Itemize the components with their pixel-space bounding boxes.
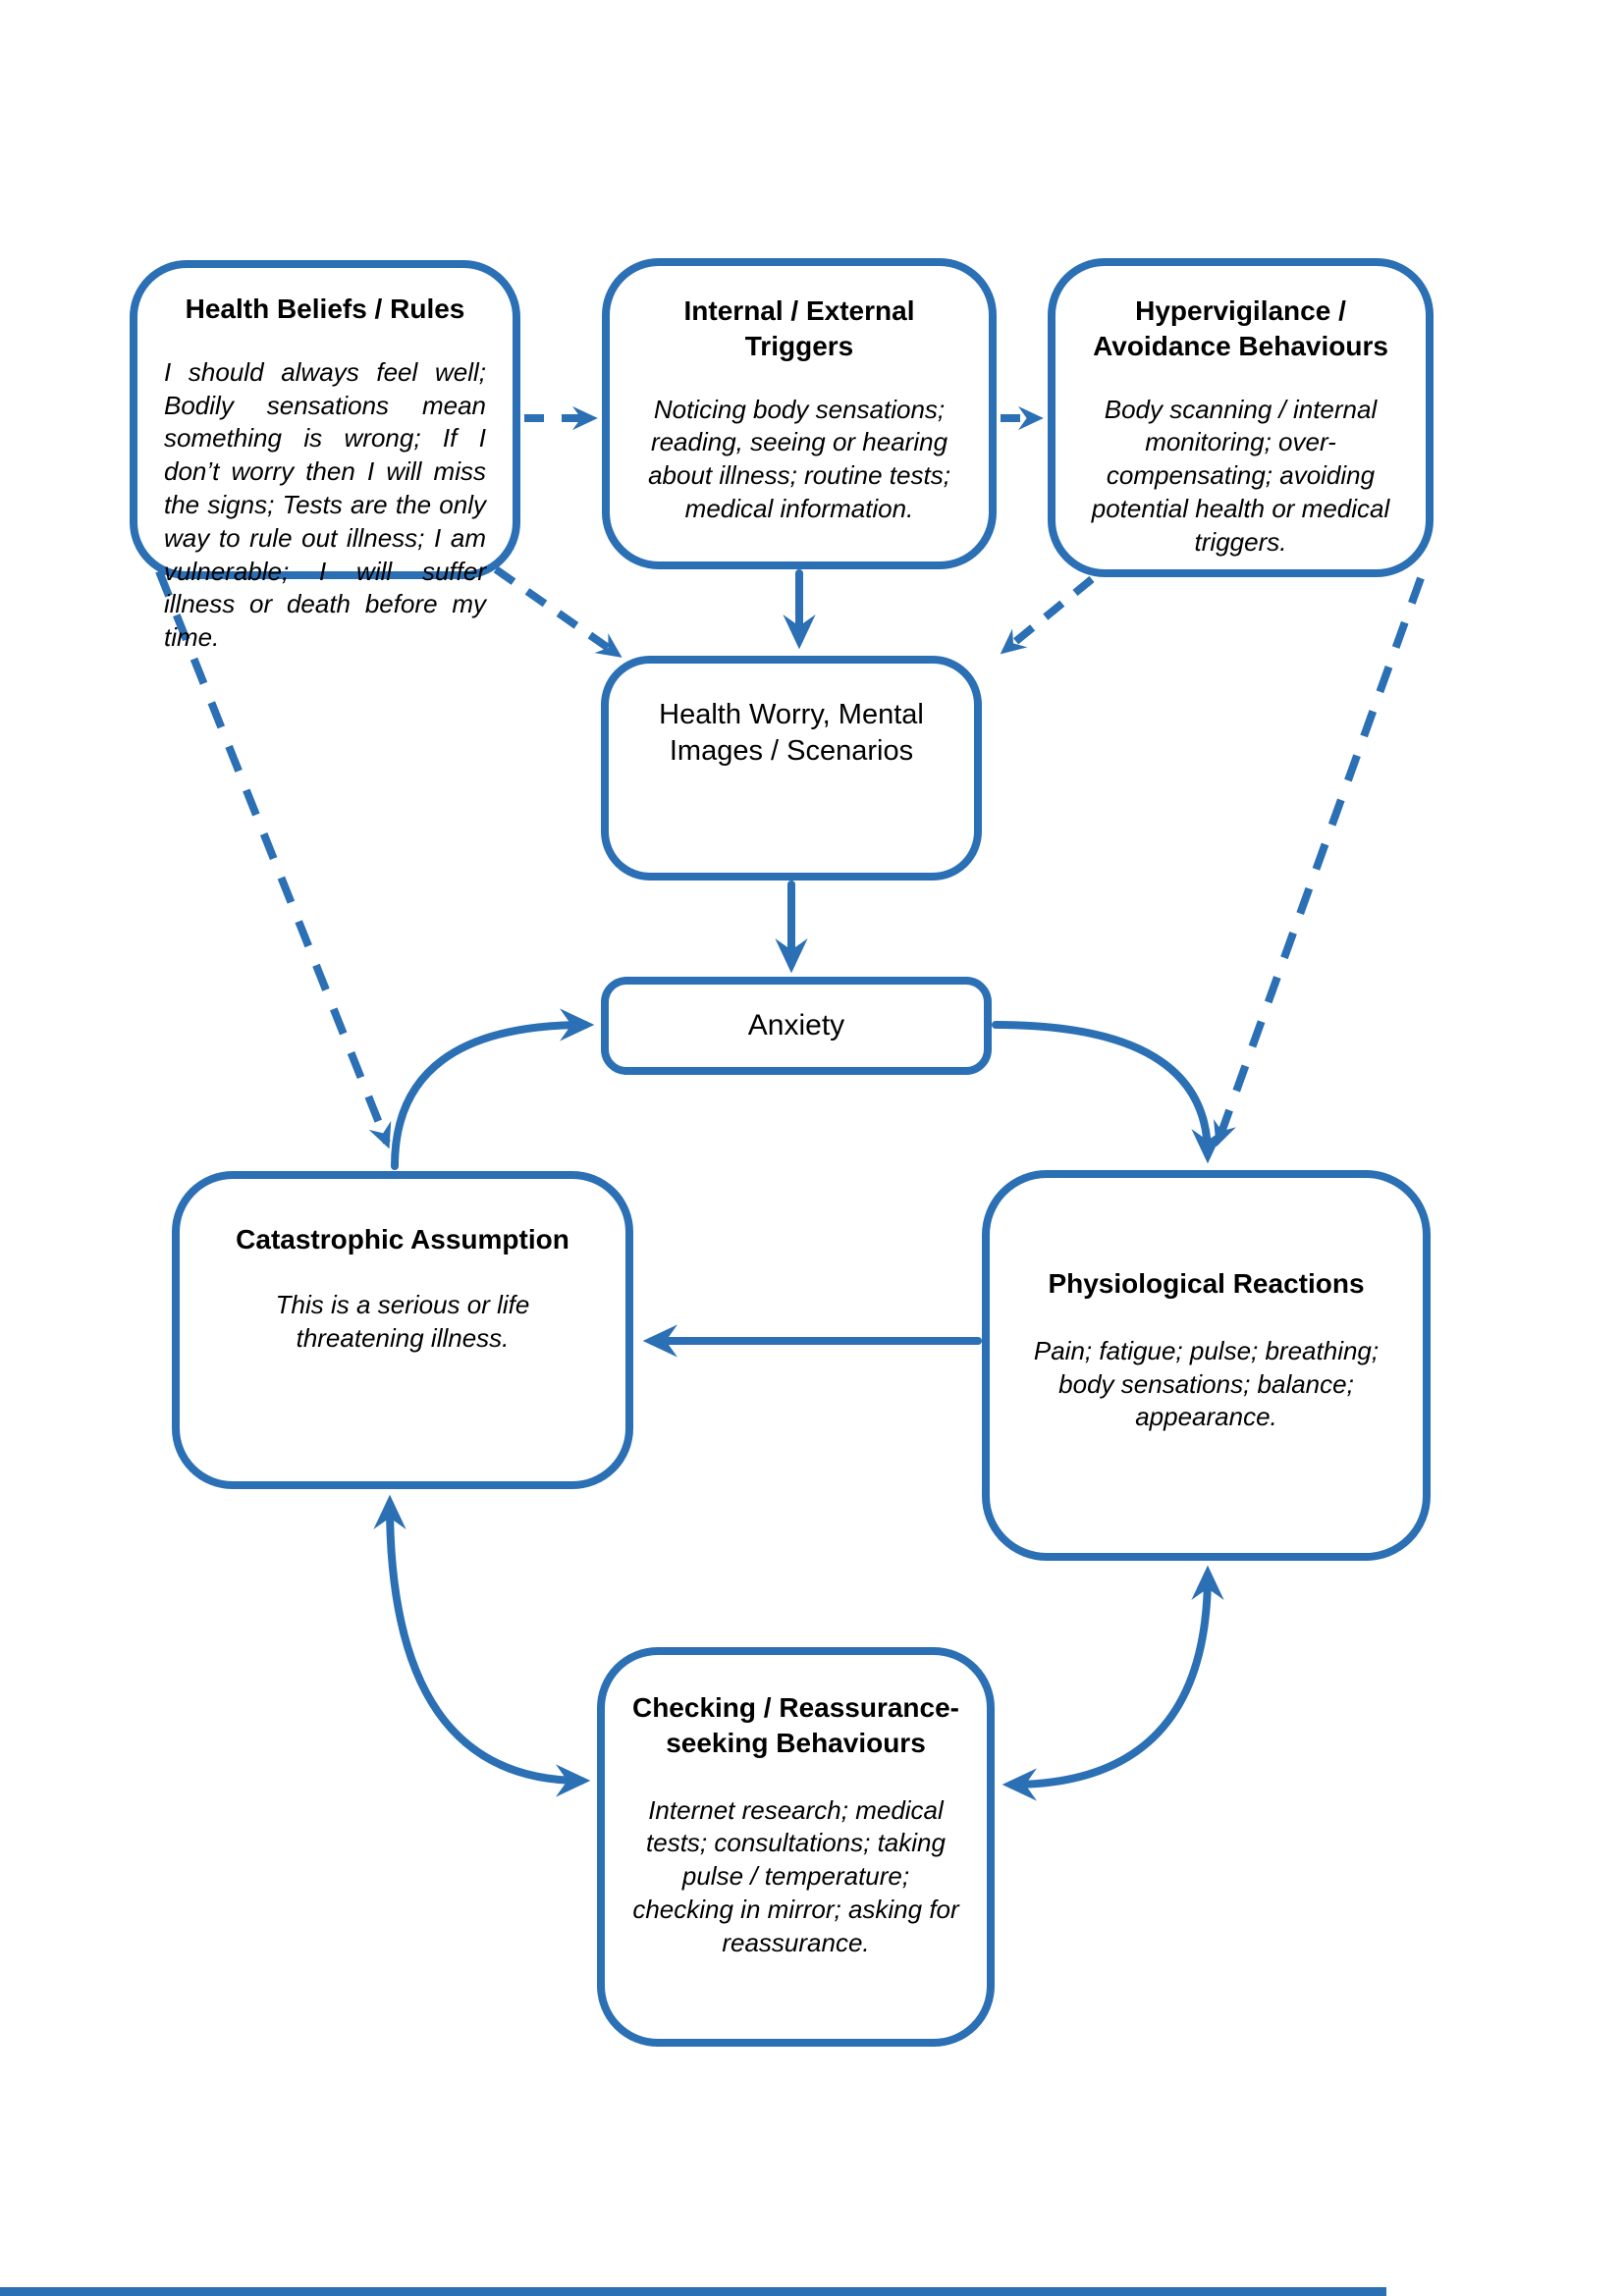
hypervigilance-title: Hypervigilance / Avoidance Behaviours: [1093, 295, 1388, 361]
box-catastrophic-assumption: [172, 1171, 633, 1489]
anxiety-title: Anxiety: [747, 1008, 845, 1041]
box-anxiety: [601, 977, 992, 1075]
arrow-catastrophic-to-anxiety: [395, 1025, 585, 1166]
health-worry-title: Health Worry, Mental Images / Scenarios: [659, 699, 924, 768]
box-hypervigilance-avoidance: [1048, 258, 1434, 577]
box-health-beliefs: [130, 260, 520, 653]
hypervigilance-body: Body scanning / internal monitoring; over-compensating; avoiding potential health or medical triggers.: [1091, 394, 1390, 557]
dashed-beliefs-to-health-worry: [496, 569, 617, 654]
triggers-body: Noticing body sensations; reading, seeing or hearing about illness; routine tests; medical information.: [648, 394, 950, 524]
checking-body: Internet research; medical tests; consultations; taking pulse / temperature; checking in mirror; asking for reassurance.: [632, 1794, 959, 1957]
box-physiological-reactions: [982, 1170, 1431, 1561]
physiological-body: Pain; fatigue; pulse; breathing; body sensations; balance; appearance.: [1033, 1335, 1380, 1432]
dashed-hypervigilance-to-physiological: [1218, 578, 1421, 1141]
triggers-title: Internal / External Triggers: [683, 295, 915, 361]
page-edge-strip: [0, 2287, 1386, 2296]
arrow-physiological-checking-two-way: [1011, 1575, 1208, 1785]
health-beliefs-body: I should always feel well; Bodily sensations mean something is wrong; If I don’t worry then I will miss the signs; Tests are the only way to rule out illness; I am vulnerable; I will suffer illness or death before my time.: [164, 356, 486, 653]
arrow-anxiety-to-physiological: [996, 1025, 1208, 1154]
box-checking-reassurance: [597, 1647, 995, 2047]
physiological-title: Physiological Reactions: [1048, 1268, 1365, 1299]
box-internal-external-triggers: [602, 258, 997, 569]
checking-title: Checking / Reassurance-seeking Behaviours: [631, 1692, 960, 1758]
catastrophic-body: This is a serious or life threatening illness.: [275, 1289, 530, 1353]
arrow-catastrophic-checking-two-way: [390, 1504, 581, 1781]
dashed-beliefs-to-catastrophic: [159, 571, 387, 1143]
health-beliefs-title: Health Beliefs / Rules: [185, 294, 465, 324]
dashed-hypervigilance-to-health-worry: [1005, 579, 1092, 650]
catastrophic-title: Catastrophic Assumption: [236, 1224, 569, 1255]
box-health-worry: [601, 656, 982, 881]
